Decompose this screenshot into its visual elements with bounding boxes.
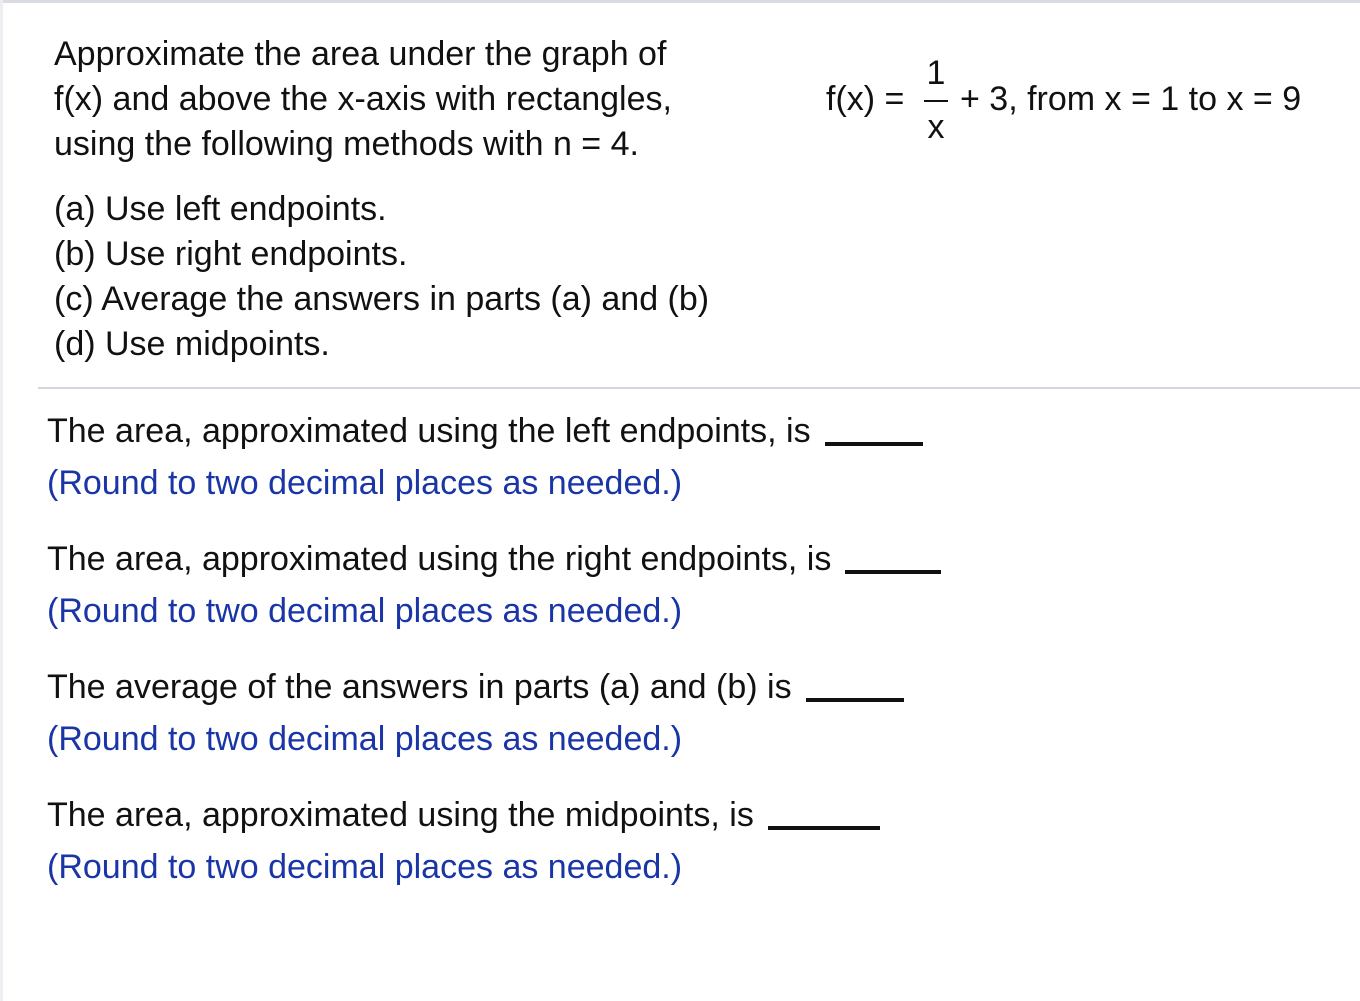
question-left-endpoints — [47, 405, 923, 509]
question-statement: The area, approximated using the right endpoints, is — [47, 540, 832, 578]
rounding-hint: (Round to two decimal places as needed.) — [47, 464, 683, 502]
question-right-endpoints — [47, 533, 941, 637]
problem-intro-line: using the following methods with n = 4. — [54, 125, 639, 163]
function-formula — [826, 54, 1346, 150]
fraction-denominator: x — [927, 108, 945, 146]
question-statement: The area, approximated using the midpoints, is — [47, 796, 754, 834]
answer-blank-midpoints[interactable] — [768, 826, 880, 830]
question-statement: The area, approximated using the left endpoints, is — [47, 412, 811, 450]
answer-blank-average[interactable] — [806, 698, 904, 702]
question-midpoints — [47, 789, 880, 893]
problem-intro-line: f(x) and above the x-axis with rectangles, — [54, 80, 672, 118]
part-c: (c) Average the answers in parts (a) and (b) — [54, 280, 710, 318]
formula-lhs: f(x) = — [826, 80, 905, 118]
problem-statement — [54, 32, 754, 167]
rounding-hint: (Round to two decimal places as needed.) — [47, 592, 683, 630]
rounding-hint: (Round to two decimal places as needed.) — [47, 720, 683, 758]
rounding-hint: (Round to two decimal places as needed.) — [47, 848, 683, 886]
question-statement: The average of the answers in parts (a) and (b) is — [47, 668, 792, 706]
part-a: (a) Use left endpoints. — [54, 190, 387, 228]
answer-blank-left[interactable] — [825, 442, 923, 446]
problem-intro-line: Approximate the area under the graph of — [54, 35, 667, 73]
part-b: (b) Use right endpoints. — [54, 235, 408, 273]
question-average — [47, 661, 904, 765]
fraction-bar — [924, 100, 948, 102]
left-border — [0, 0, 3, 1001]
fraction — [922, 54, 950, 150]
fraction-numerator: 1 — [926, 54, 946, 92]
formula-rhs: + 3, from x = 1 to x = 9 — [960, 80, 1302, 118]
section-divider — [38, 387, 1360, 389]
problem-parts-list — [54, 187, 709, 367]
top-border — [0, 0, 1360, 3]
part-d: (d) Use midpoints. — [54, 325, 330, 363]
answer-blank-right[interactable] — [845, 570, 941, 574]
